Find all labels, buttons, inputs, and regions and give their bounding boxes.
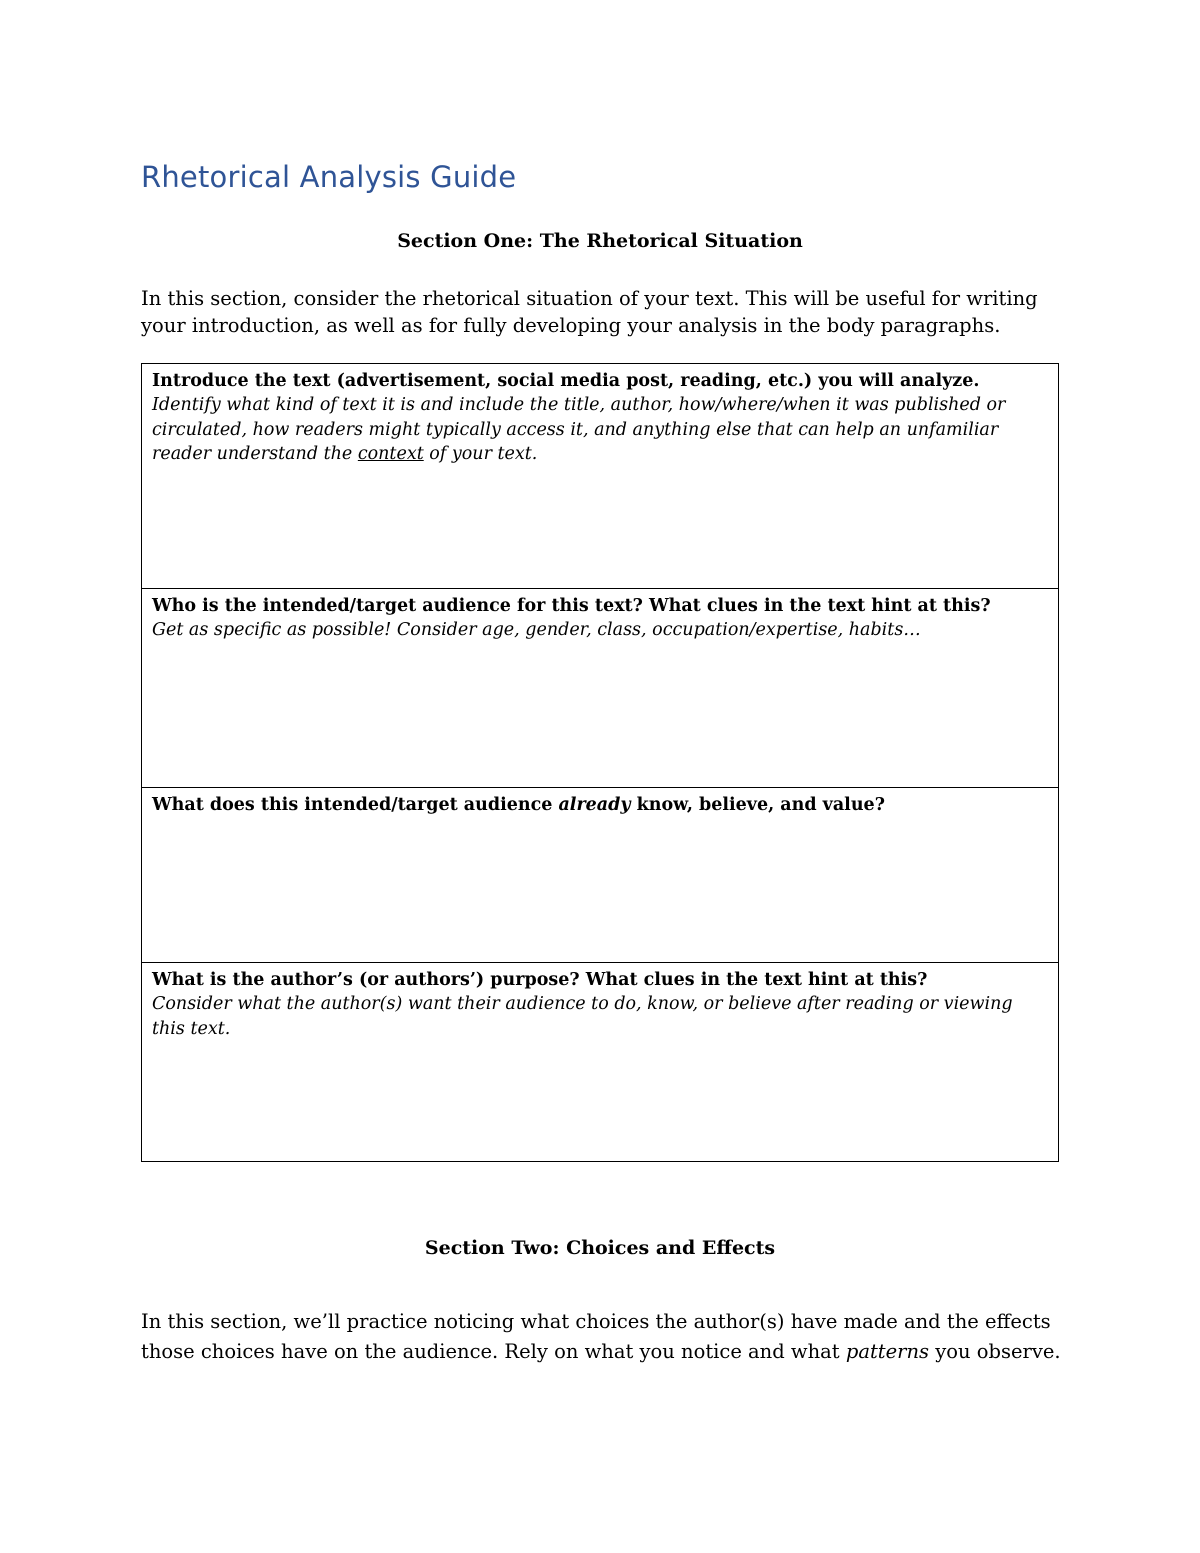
question-audience-values-part2: know, believe, and value? xyxy=(630,795,885,815)
section-one-intro: In this section, consider the rhetorical situation of your text. This will be useful for writing your introduction, as well as for fully developing your analysis in the body paragraphs. xyxy=(141,287,1038,337)
question-emphasis-already: already xyxy=(558,795,631,815)
hint-text-introduction-part2: of your text. xyxy=(423,444,538,464)
target-audience-cell[interactable] xyxy=(142,589,1058,788)
section-two-emphasis-patterns: patterns xyxy=(845,1340,930,1363)
section-one-heading: Section One: The Rhetorical Situation xyxy=(397,230,803,252)
hint-context-underlined: context xyxy=(357,444,424,464)
question-target-audience: Who is the intended/target audience for this text? What clues in the text hint at this? xyxy=(152,596,991,616)
question-text-introduction: Introduce the text (advertisement, social media post, reading, etc.) you will analyze. xyxy=(152,371,980,391)
section-two-intro-part2: you observe. xyxy=(929,1340,1061,1363)
question-audience-values xyxy=(152,793,1048,817)
author-purpose-cell[interactable] xyxy=(142,963,1058,1162)
hint-text-introduction-part1: Identify what kind of text it is and include the title, author, how/where/when it was published or circulated, how readers might typically access it, and anything else that can help an unfamiliar reader understand the xyxy=(152,395,1006,464)
hint-author-purpose: Consider what the author(s) want their audience to do, know, or believe after reading or viewing this text. xyxy=(152,994,1013,1039)
hint-text-introduction xyxy=(152,393,1048,467)
text-introduction-cell[interactable] xyxy=(142,364,1058,589)
question-audience-values-part1: What does this intended/target audience xyxy=(152,795,559,815)
section-two-heading: Section Two: Choices and Effects xyxy=(424,1237,776,1259)
rhetorical-situation-table xyxy=(141,363,1059,1162)
section-two-intro xyxy=(141,1307,1071,1367)
audience-values-cell[interactable] xyxy=(142,788,1058,963)
hint-target-audience: Get as specific as possible! Consider age, gender, class, occupation/expertise, habits… xyxy=(152,620,921,640)
question-author-purpose: What is the author’s (or authors’) purpose? What clues in the text hint at this? xyxy=(152,970,928,990)
section-two-intro-part1: In this section, we’ll practice noticing what choices the author(s) have made and the effects those choices have on the audience. Rely on what you notice and what xyxy=(141,1310,1051,1363)
page-title: Rhetorical Analysis Guide xyxy=(141,160,517,194)
